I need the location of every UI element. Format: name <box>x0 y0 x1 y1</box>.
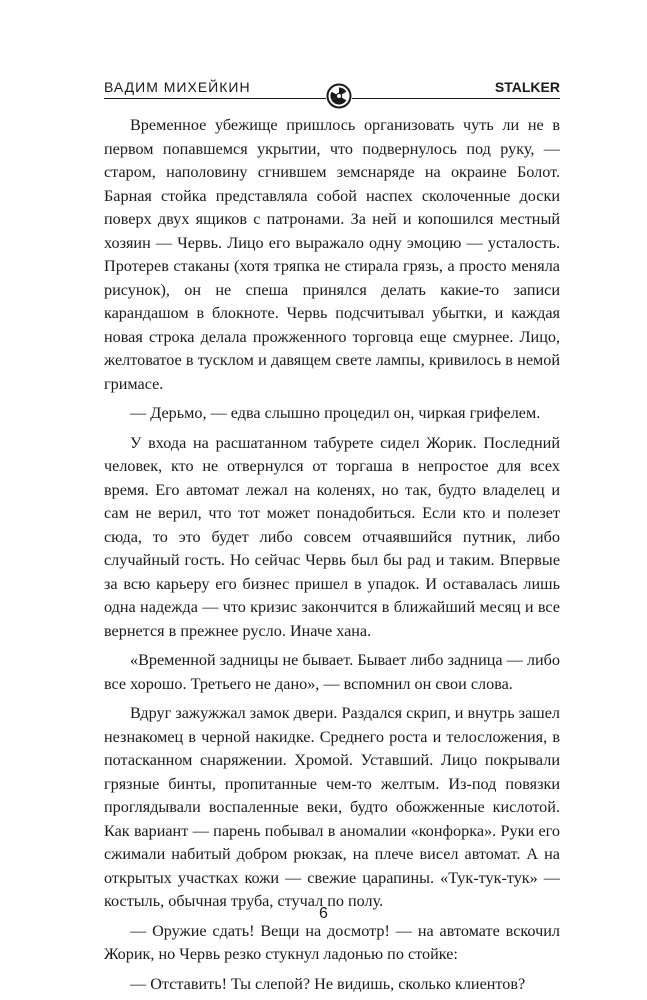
paragraph: «Временной задницы не бывает. Бывает либо задница — либо все хорошо. Третьего не дано», — вспомнил он свои слова. <box>104 651 560 693</box>
paragraph: — Дерьмо, — едва слышно процедил он, чиркая грифелем. <box>130 404 541 422</box>
body-text <box>104 114 560 996</box>
radiation-trefoil-icon <box>326 83 352 109</box>
paragraph: — Отставить! Ты слепой? Не видишь, сколько клиентов? <box>130 974 526 993</box>
running-header <box>104 78 560 102</box>
paragraph: Временное убежище пришлось организовать чуть ли не в первом попавшемся укрытии, что подвернулось под руку, — старом, наполовину сгнившем земснаряде на окраине Болот. Барная стойка представляла собой наспех сколоченные доски поверх двух ящиков с патронами. За ней и копошился местный хозяин — Червь. Лицо его выражало одну эмоцию — усталость. Протерев стаканы (хотя тряпка не стирала грязь, а просто меняла рисунок), он не спеша принялся делать какие-то записи карандашом в блокноте. Червь подсчитывал убытки, и каждая новая строка делала прожженного торговца еще смурнее. Лицо, желтоватое в тусклом и давящем свете лампы, кривилось в немой гримасе. <box>104 116 560 393</box>
running-head-series: STALKER <box>494 79 560 95</box>
paragraph: — Оружие сдать! Вещи на досмотр! — на автомате вскочил Жорик, но Червь резко стукнул ладонью по стойке: <box>104 921 560 963</box>
paragraph: У входа на расшатанном табурете сидел Жорик. Последний человек, кто не отвернулся от торгаша в непростое для всех время. Его автомат лежал на коленях, но так, будто владелец и сам не верил, что тот может понадобиться. Если кто и полезет сюда, то это будет либо совсем отчаявшийся путник, либо случайный гость. Но сейчас Червь был бы рад и таким. Впервые за всю карьеру его бизнес пришел в упадок. И оставалась лишь одна надежда — что кризис закончится в ближайший месяц и все вернется в прежнее русло. Иначе хана. <box>104 433 560 640</box>
paragraph: Вдруг зажужжал замок двери. Раздался скрип, и внутрь зашел незнакомец в черной накидке. Среднего роста и телосложения, в потасканном снаряжении. Хромой. Уставший. Лицо покрывали грязные бинты, пропитанные чем-то желтым. Из-под повязки проглядывали воспаленные веки, будто обожженные кислотой. Как вариант — парень побывал в аномалии «конфорка». Руки его сжимали набитый добром рюкзак, на плече висел автомат. А на открытых участках кожи — свежие царапины. «Тук-тук-тук» — костыль, обычная труба, стучал по полу. <box>104 704 560 910</box>
running-head-author: ВАДИМ МИХЕЙКИН <box>104 79 251 95</box>
page-number: 6 <box>319 905 328 922</box>
